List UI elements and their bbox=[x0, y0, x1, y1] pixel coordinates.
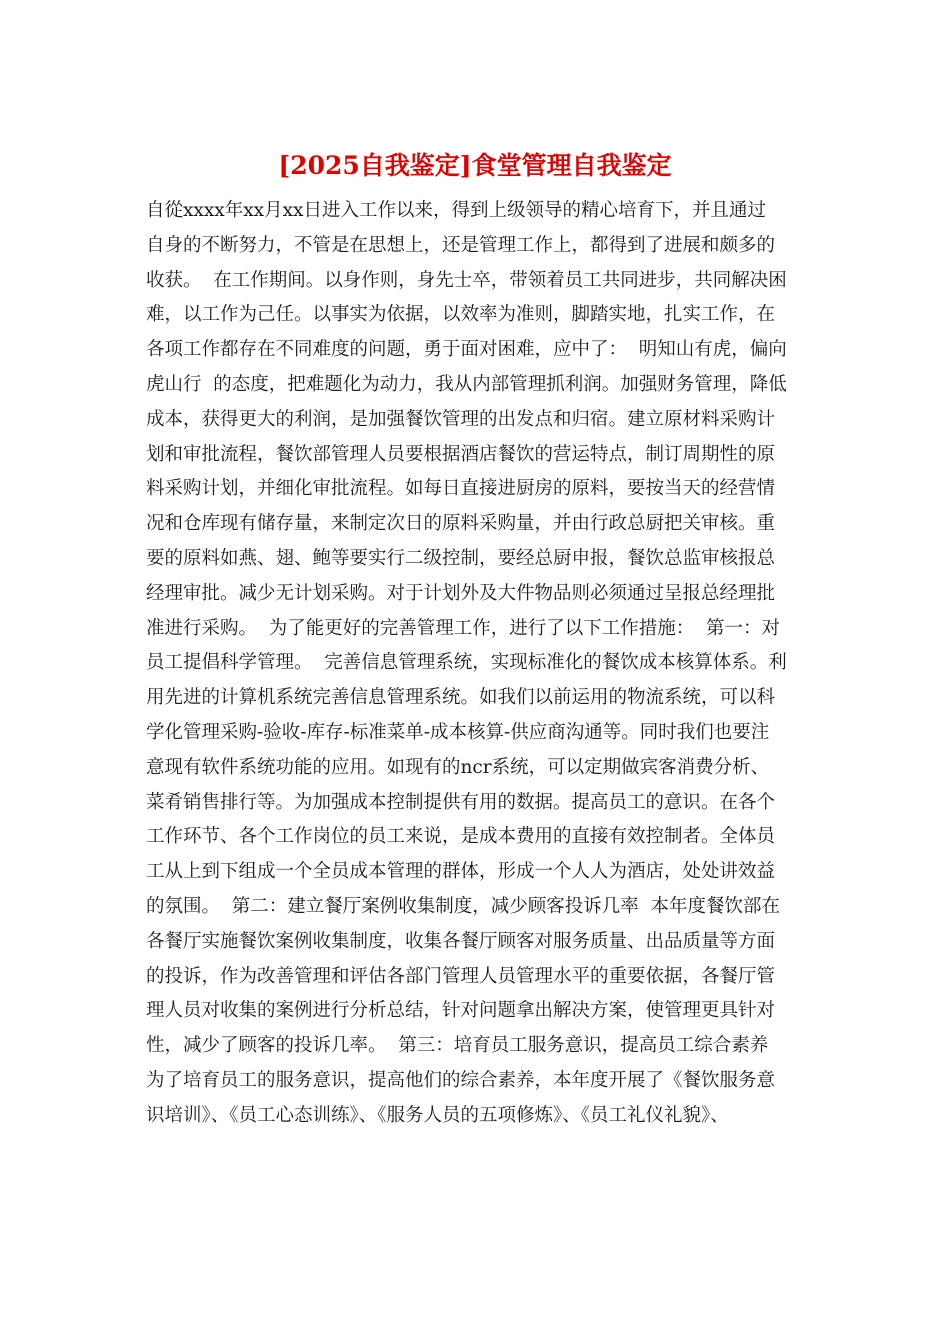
body-text-line: 要的原料如燕、翅、鲍等要实行二级控制，要经总厨申报，餐饮总监审核报总 bbox=[146, 547, 776, 569]
body-text-line: 工作环节、各个工作岗位的员工来说，是成本费用的直接有效控制者。全体员 bbox=[146, 826, 776, 848]
body-text-line: 员工提倡科学管理。 完善信息管理系统，实现标准化的餐饮成本核算体系。利 bbox=[146, 652, 787, 674]
document-body bbox=[146, 194, 816, 1134]
body-text-line: 自身的不断努力，不管是在思想上，还是管理工作上，都得到了进展和颇多的 bbox=[146, 234, 776, 256]
document-title: [2025自我鉴定]食堂管理自我鉴定 bbox=[278, 151, 672, 180]
body-text-line: 况和仓库现有储存量，来制定次日的原料采购量，并由行政总厨把关审核。重 bbox=[146, 513, 776, 535]
body-text-line: 划和审批流程，餐饮部管理人员要根据酒店餐饮的营运特点，制订周期性的原 bbox=[146, 443, 776, 465]
body-text-line: 理人员对收集的案例进行分析总结，针对问题拿出解决方案，使管理更具针对 bbox=[146, 1000, 776, 1022]
body-text-line: 成本，获得更大的利润，是加强餐饮管理的出发点和归宿。建立原材料采购计 bbox=[146, 408, 776, 430]
body-text-line: 自從xxxx年xx月xx日进入工作以来，得到上级领导的精心培育下，并且通过 bbox=[146, 200, 766, 221]
body-text-line: 准进行采购。 为了能更好的完善管理工作，进行了以下工作措施： 第一：对 bbox=[146, 617, 781, 639]
body-text-line: 经理审批。减少无计划采购。对于计划外及大件物品则必须通过呈报总经理批 bbox=[146, 582, 776, 604]
body-text-line: 难，以工作为己任。以事实为依据，以效率为准则，脚踏实地，扎实工作，在 bbox=[146, 304, 776, 326]
body-text-line: 各餐厅实施餐饮案例收集制度，收集各餐厅顾客对服务质量、出品质量等方面 bbox=[146, 930, 776, 952]
body-text-line: 性，减少了顾客的投诉几率。 第三：培育员工服务意识，提高员工综合素养 bbox=[146, 1035, 769, 1057]
body-text-line: 用先进的计算机系统完善信息管理系统。如我们以前运用的物流系统，可以科 bbox=[146, 687, 776, 709]
body-text-line: 收获。 在工作期间。以身作则，身先士卒，带领着员工共同进步，共同解决困 bbox=[146, 269, 787, 291]
body-text-line: 料采购计划，并细化审批流程。如每日直接进厨房的原料，要按当天的经营情 bbox=[146, 478, 776, 500]
body-text-line: 虎山行 的态度，把难题化为动力，我从内部管理抓利润。加强财务管理，降低 bbox=[146, 373, 787, 395]
body-text-line: 各项工作都存在不同难度的问题，勇于面对困难，应中了： 明知山有虎，偏向 bbox=[146, 339, 787, 361]
body-text-line: 菜肴销售排行等。为加强成本控制提供有用的数据。提高员工的意识。在各个 bbox=[146, 791, 776, 813]
body-text-line: 意现有软件系统功能的应用。如现有的ncr系统，可以定期做宾客消费分析、 bbox=[146, 756, 770, 778]
body-text-line: 的氛围。 第二：建立餐厅案例收集制度，减少顾客投诉几率 本年度餐饮部在 bbox=[146, 895, 781, 917]
body-text-line: 的投诉，作为改善管理和评估各部门管理人员管理水平的重要依据，各餐厅管 bbox=[146, 965, 776, 987]
body-text-line: 识培训》、《员工心态训练》、《服务人员的五项修炼》、《员工礼仪礼貌》、 bbox=[146, 1104, 729, 1126]
body-text-line: 学化管理采购-验收-库存-标准菜单-成本核算-供应商沟通等。同时我们也要注 bbox=[146, 721, 770, 743]
body-text-line: 工从上到下组成一个全员成本管理的群体，形成一个人人为酒店，处处讲效益 bbox=[146, 861, 776, 883]
body-text-line: 为了培育员工的服务意识，提高他们的综合素养，本年度开展了《餐饮服务意 bbox=[146, 1069, 776, 1091]
